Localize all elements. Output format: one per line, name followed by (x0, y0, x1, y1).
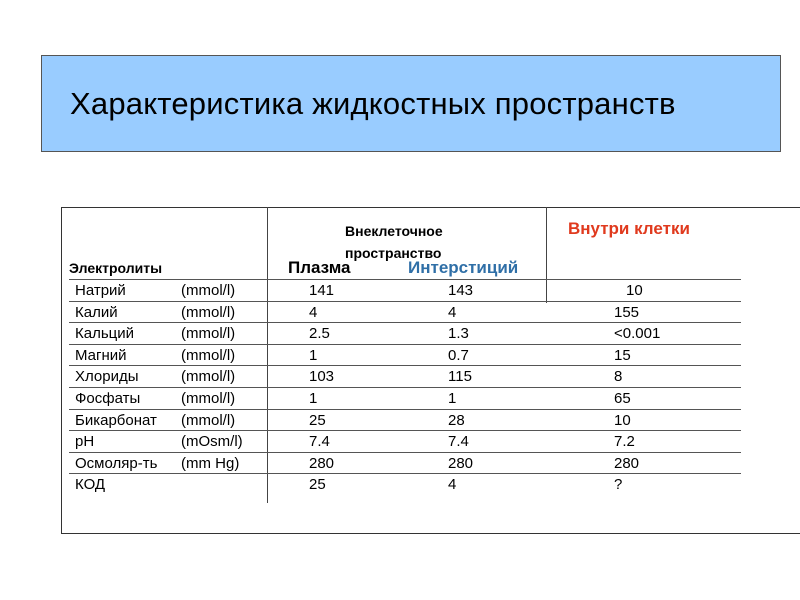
cell-name: pH (75, 433, 95, 450)
cell-intracellular: <0.001 (614, 325, 661, 342)
cell-plasma: 141 (309, 282, 335, 299)
cell-name: Хлориды (75, 368, 139, 385)
row-divider (69, 452, 741, 453)
cell-unit: (mmol/l) (181, 325, 236, 342)
page-title: Характеристика жидкостных пространств (70, 85, 676, 121)
header-electrolytes: Электролиты (69, 260, 163, 276)
cell-name: КОД (75, 476, 106, 493)
cell-interstitial: 4 (448, 304, 457, 321)
row-divider (69, 279, 741, 280)
cell-name: Осмоляр-ть (75, 455, 158, 472)
cell-plasma: 1 (309, 347, 318, 364)
column-divider (267, 207, 268, 503)
cell-intracellular: 10 (614, 412, 631, 429)
cell-intracellular: 8 (614, 368, 623, 385)
column-divider (546, 207, 547, 303)
cell-intracellular: 7.2 (614, 433, 635, 450)
cell-interstitial: 7.4 (448, 433, 469, 450)
header-plasma: Плазма (288, 258, 351, 277)
cell-unit: (mOsm/l) (181, 433, 243, 450)
cell-unit: (mmol/l) (181, 282, 236, 299)
cell-interstitial: 1.3 (448, 325, 469, 342)
cell-name: Натрий (75, 282, 126, 299)
cell-unit: (mmol/l) (181, 347, 236, 364)
cell-unit: (mmol/l) (181, 304, 236, 321)
header-extracellular-line1: Внеклеточное (345, 223, 443, 239)
cell-unit: (mmol/l) (181, 412, 236, 429)
cell-intracellular: 280 (614, 455, 640, 472)
header-extracellular-line2: пространство (345, 245, 442, 261)
cell-plasma: 1 (309, 390, 318, 407)
row-divider (69, 473, 741, 474)
cell-name: Бикарбонат (75, 412, 157, 429)
cell-interstitial: 28 (448, 412, 465, 429)
cell-unit: (mmol/l) (181, 368, 236, 385)
cell-interstitial: 143 (448, 282, 474, 299)
cell-unit: (mm Hg) (181, 455, 240, 472)
row-divider (69, 322, 741, 323)
cell-plasma: 25 (309, 412, 326, 429)
cell-intracellular: 155 (614, 304, 640, 321)
row-divider (69, 344, 741, 345)
cell-intracellular: 65 (614, 390, 631, 407)
cell-interstitial: 0.7 (448, 347, 469, 364)
cell-plasma: 4 (309, 304, 318, 321)
row-divider (69, 409, 741, 410)
cell-intracellular: 15 (614, 347, 631, 364)
cell-unit: (mmol/l) (181, 390, 236, 407)
cell-plasma: 25 (309, 476, 326, 493)
cell-name: Фосфаты (75, 390, 141, 407)
cell-name: Магний (75, 347, 127, 364)
row-divider (69, 301, 741, 302)
row-divider (69, 365, 741, 366)
cell-plasma: 280 (309, 455, 335, 472)
cell-plasma: 2.5 (309, 325, 330, 342)
header-interstitial: Интерстиций (408, 258, 519, 277)
title-banner (41, 55, 781, 152)
cell-interstitial: 1 (448, 390, 457, 407)
cell-name: Кальций (75, 325, 134, 342)
cell-interstitial: 115 (448, 368, 472, 385)
cell-plasma: 103 (309, 368, 335, 385)
header-intracellular: Внутри клетки (568, 219, 690, 238)
cell-plasma: 7.4 (309, 433, 330, 450)
cell-intracellular: 10 (626, 282, 643, 299)
cell-interstitial: 280 (448, 455, 474, 472)
row-divider (69, 387, 741, 388)
cell-intracellular: ? (614, 476, 623, 493)
cell-name: Калий (75, 304, 118, 321)
row-divider (69, 430, 741, 431)
cell-interstitial: 4 (448, 476, 457, 493)
